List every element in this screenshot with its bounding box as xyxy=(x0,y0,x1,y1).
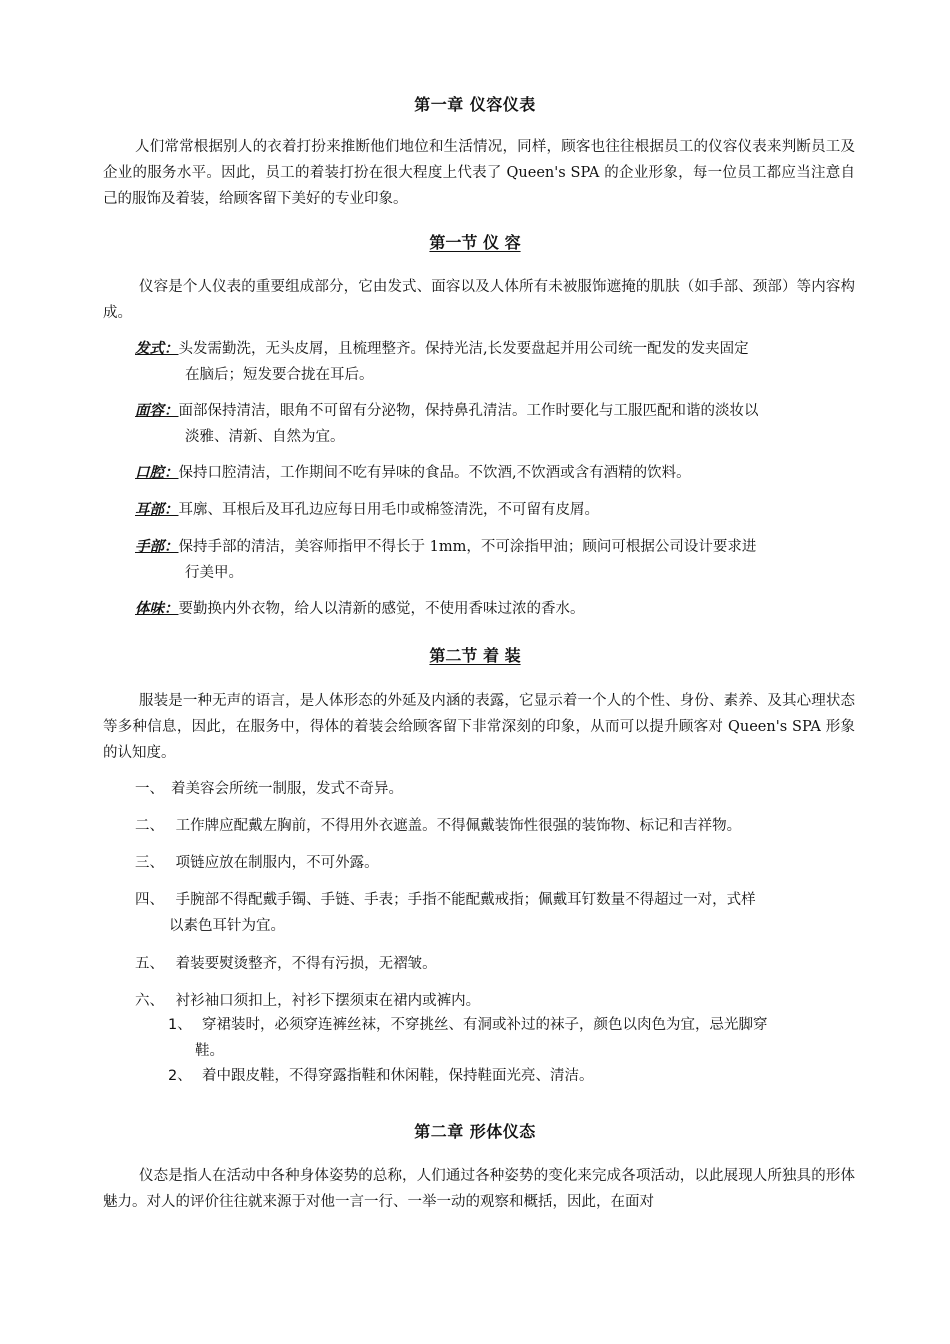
attr-text: 要勤换内外衣物，给人以清新的感觉，不使用香味过浓的香水。 xyxy=(178,601,585,617)
attr-hands xyxy=(135,534,855,586)
attr-odor xyxy=(135,596,855,622)
sub-item-text: 着中跟皮鞋，不得穿露指鞋和休闲鞋，保持鞋面光亮、清洁。 xyxy=(202,1068,594,1084)
chapter-2-intro: 仪态是指人在活动中各种身体姿势的总称，人们通过各种姿势的变化来完成各项活动，以此展现人所独具的形体魅力。对人的评价往往就来源于对他一言一行、一举一动的观察和概括，因此，在面对 xyxy=(103,1168,855,1210)
attr-ears xyxy=(135,497,855,523)
item-text: 工作牌应配戴左胸前，不得用外衣遮盖。不得佩戴装饰性很强的装饰物、标记和吉祥物。 xyxy=(171,818,742,834)
item-number: 三、 xyxy=(135,855,164,871)
section-2-intro: 服装是一种无声的语言，是人体形态的外延及内涵的表露，它显示着一个人的个性、身份、素养、及其心理状态等多种信息，因此，在服务中，得体的着装会给顾客留下非常深刻的印象，从而可以提升顾客对 Queen's SPA 形象的认知度。 xyxy=(103,693,855,761)
item-text: 着美容会所统一制服，发式不奇异。 xyxy=(171,781,403,797)
list-item xyxy=(135,776,855,802)
attr-text: 保持口腔清洁，工作期间不吃有异味的食品。不饮酒,不饮酒或含有酒精的饮料。 xyxy=(178,465,691,481)
chapter-2-title: 第二章 形体仪态 xyxy=(414,1122,536,1141)
attr-label: 口腔： xyxy=(135,465,179,481)
sub-list-item xyxy=(168,1012,858,1064)
attr-cont: 淡雅、清新、自然为宜。 xyxy=(185,429,345,445)
attr-label: 体味： xyxy=(135,601,179,617)
item-number: 二、 xyxy=(135,818,164,834)
list-item xyxy=(135,813,855,839)
attr-mouth xyxy=(135,460,855,486)
item-number: 四、 xyxy=(135,892,164,908)
list-item xyxy=(135,951,855,977)
section-2-heading xyxy=(0,643,950,666)
item-number: 一、 xyxy=(135,781,164,797)
section-1-intro: 仪容是个人仪表的重要组成部分，它由发式、面容以及人体所有未被服饰遮掩的肌肤（如手部、颈部）等内容构成。 xyxy=(103,279,855,321)
list-item xyxy=(135,850,855,876)
sub-item-number: 1、 xyxy=(168,1017,192,1033)
attr-label: 发式： xyxy=(135,341,179,357)
item-text: 手腕部不得配戴手镯、手链、手表；手指不能配戴戒指；佩戴耳钉数量不得超过一对，式样 xyxy=(171,892,756,908)
attr-label: 面容： xyxy=(135,403,179,419)
sub-item-cont: 鞋。 xyxy=(195,1043,224,1059)
attr-text: 耳廓、耳根后及耳孔边应每日用毛巾或棉签清洗，不可留有皮屑。 xyxy=(178,502,599,518)
sub-item-text: 穿裙装时，必须穿连裤丝袜，不穿挑丝、有洞或补过的袜子，颜色以肉色为宜，忌光脚穿 xyxy=(202,1017,768,1033)
attr-text: 保持手部的清洁，美容师指甲不得长于 1mm，不可涂指甲油；顾问可根据公司设计要求进 xyxy=(178,539,757,555)
attr-cont: 行美甲。 xyxy=(185,565,243,581)
attr-text: 面部保持清洁，眼角不可留有分泌物，保持鼻孔清洁。工作时要化与工服匹配和谐的淡妆以 xyxy=(178,403,759,419)
attr-cont: 在脑后；短发要合拢在耳后。 xyxy=(185,367,374,383)
item-text: 着装要熨烫整齐，不得有污损，无褶皱。 xyxy=(171,956,437,972)
item-number: 六、 xyxy=(135,993,164,1009)
sub-item-number: 2、 xyxy=(168,1068,192,1084)
item-text: 项链应放在制服内，不可外露。 xyxy=(171,855,379,871)
sub-list-item xyxy=(168,1063,858,1089)
item-number: 五、 xyxy=(135,956,164,972)
item-cont: 以素色耳针为宜。 xyxy=(169,918,285,934)
attr-label: 手部： xyxy=(135,539,179,555)
item-text: 衬衫袖口须扣上，衬衫下摆须束在裙内或裤内。 xyxy=(171,993,481,1009)
attr-face xyxy=(135,398,855,450)
chapter-1-title: 第一章 仪容仪表 xyxy=(414,95,536,114)
section-2-title: 第二节 着 装 xyxy=(429,646,521,665)
section-1-title: 第一节 仪 容 xyxy=(429,233,521,252)
section-1-heading xyxy=(0,230,950,253)
list-item xyxy=(135,988,855,1014)
attr-label: 耳部： xyxy=(135,502,179,518)
attr-text: 头发需勤洗，无头皮屑，且梳理整齐。保持光洁,长发要盘起并用公司统一配发的发夹固定 xyxy=(178,341,749,357)
list-item xyxy=(135,887,855,939)
chapter-1-intro: 人们常常根据别人的衣着打扮来推断他们地位和生活情况，同样，顾客也往往根据员工的仪容仪表来判断员工及企业的服务水平。因此，员工的着装打扮在很大程度上代表了 Queen's SPA 的企业形象，每一位员工都应当注意自己的服饰及着装，给顾客留下美好的专业印象。 xyxy=(103,139,855,207)
attr-hair xyxy=(135,336,855,388)
